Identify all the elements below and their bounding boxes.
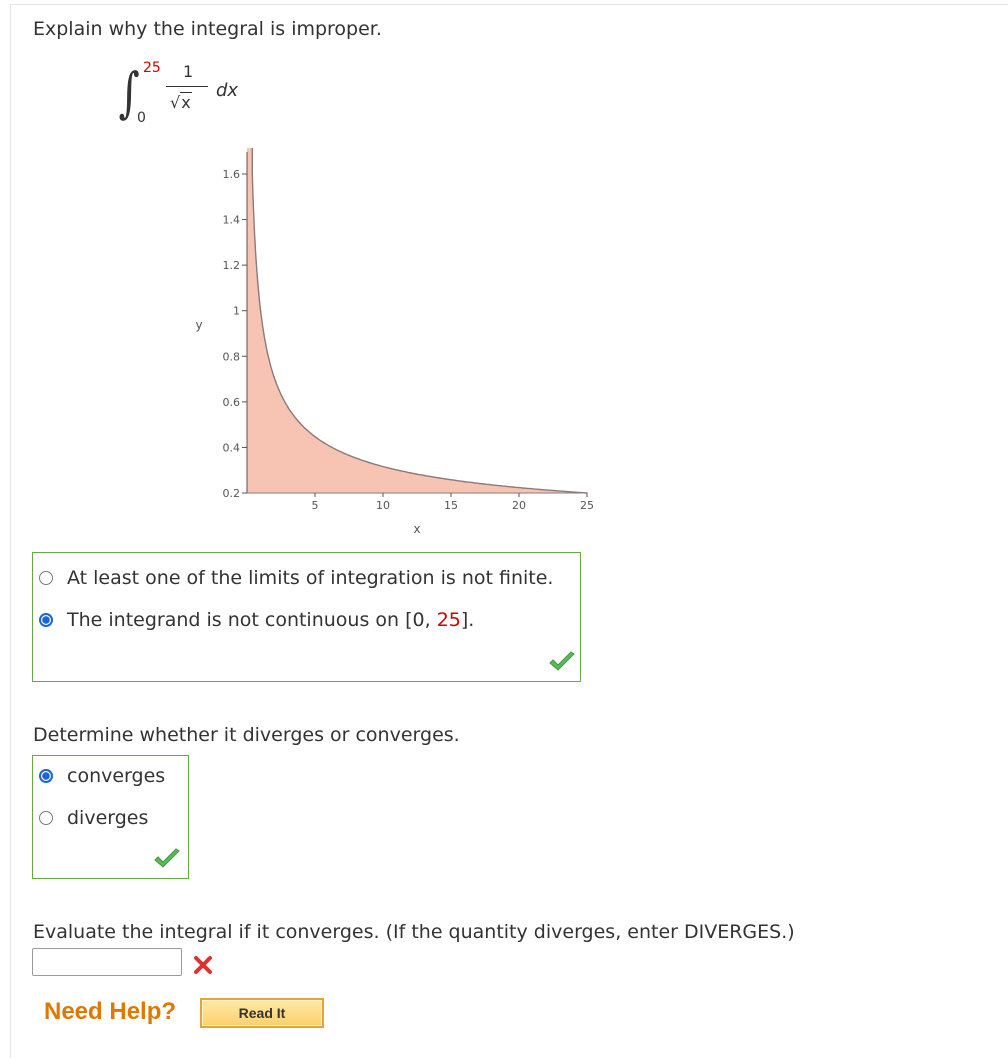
y-axis-label: y bbox=[195, 317, 203, 332]
data-point bbox=[355, 457, 356, 458]
sqrt-symbol: √ bbox=[170, 93, 181, 112]
correct-check-icon bbox=[153, 848, 181, 870]
option-integrand-not-continuous-label bbox=[67, 609, 474, 631]
data-point bbox=[267, 352, 268, 353]
data-point bbox=[382, 466, 383, 467]
option-limits-not-finite-label: At least one of the limits of integration is not finite. bbox=[67, 567, 554, 589]
data-point bbox=[257, 275, 258, 276]
convergence-choice-box bbox=[32, 755, 189, 879]
x-tick-label: 25 bbox=[580, 499, 594, 512]
differential: dx bbox=[216, 80, 239, 101]
question-3-prompt: Evaluate the integral if it converges. (If the quantity diverges, enter DIVERGES.) bbox=[33, 921, 795, 943]
fraction-bar bbox=[166, 86, 208, 87]
radio-diverges[interactable] bbox=[39, 811, 53, 825]
option-diverges[interactable] bbox=[39, 807, 148, 829]
radio-converges[interactable] bbox=[39, 769, 53, 783]
y-tick-label: 0.4 bbox=[222, 441, 240, 455]
option-diverges-label: diverges bbox=[67, 807, 149, 829]
data-point bbox=[252, 173, 253, 174]
question-1-prompt: Explain why the integral is improper. bbox=[33, 18, 382, 40]
frame-top-border bbox=[10, 4, 1008, 5]
need-help-label: Need Help? bbox=[44, 998, 177, 1025]
data-point bbox=[287, 407, 288, 408]
integral-sign: ∫ bbox=[118, 61, 140, 124]
read-it-button[interactable]: Read It bbox=[200, 998, 324, 1028]
frame-left-border bbox=[10, 4, 11, 1058]
y-tick-label: 0.6 bbox=[222, 395, 240, 409]
label-suffix: ]. bbox=[460, 609, 475, 631]
y-tick-label: 0.8 bbox=[222, 350, 240, 364]
x-tick-label: 20 bbox=[512, 499, 526, 512]
y-tick-label: 1.2 bbox=[222, 259, 240, 273]
fraction-numerator: 1 bbox=[183, 62, 194, 81]
x-tick-label: 10 bbox=[376, 499, 390, 512]
data-point bbox=[314, 436, 315, 437]
x-tick-label: 15 bbox=[444, 499, 458, 512]
sqrt-radicand: x bbox=[181, 93, 191, 112]
data-point bbox=[450, 479, 451, 480]
reason-choice-box bbox=[32, 552, 581, 682]
option-limits-not-finite[interactable] bbox=[39, 567, 553, 589]
y-tick-label: 0.2 bbox=[222, 487, 240, 500]
label-value: 25 bbox=[436, 609, 461, 631]
y-tick-label: 1.4 bbox=[222, 213, 240, 227]
fraction-denominator bbox=[170, 93, 192, 112]
y-tick-label: 1.6 bbox=[222, 168, 240, 181]
data-point bbox=[518, 487, 519, 488]
option-converges-label: converges bbox=[67, 765, 166, 787]
data-point bbox=[301, 424, 302, 425]
data-point bbox=[274, 377, 275, 378]
integral-upper-limit: 25 bbox=[143, 60, 161, 76]
answer-input[interactable] bbox=[32, 948, 182, 976]
data-point bbox=[410, 472, 411, 473]
area-under-curve-chart bbox=[190, 148, 600, 548]
x-tick-label: 5 bbox=[311, 499, 319, 512]
area-fill bbox=[247, 148, 587, 493]
correct-check-icon bbox=[548, 651, 576, 673]
incorrect-x-icon bbox=[193, 955, 213, 975]
integral-lower-limit: 0 bbox=[137, 110, 146, 126]
radio-limits-not-finite[interactable] bbox=[39, 571, 53, 585]
x-axis-label: x bbox=[413, 522, 421, 536]
option-converges[interactable] bbox=[39, 765, 165, 787]
data-point bbox=[491, 484, 492, 485]
y-tick-label: 1 bbox=[233, 304, 240, 318]
question-2-prompt: Determine whether it diverges or converges. bbox=[33, 724, 460, 746]
data-point bbox=[546, 489, 547, 490]
data-point bbox=[253, 216, 254, 217]
data-point bbox=[328, 445, 329, 446]
option-integrand-not-continuous[interactable] bbox=[39, 609, 474, 631]
label-prefix: The integrand is not continuous on [0, bbox=[67, 609, 437, 631]
radio-integrand-not-continuous[interactable] bbox=[39, 613, 53, 627]
data-point bbox=[260, 310, 261, 311]
